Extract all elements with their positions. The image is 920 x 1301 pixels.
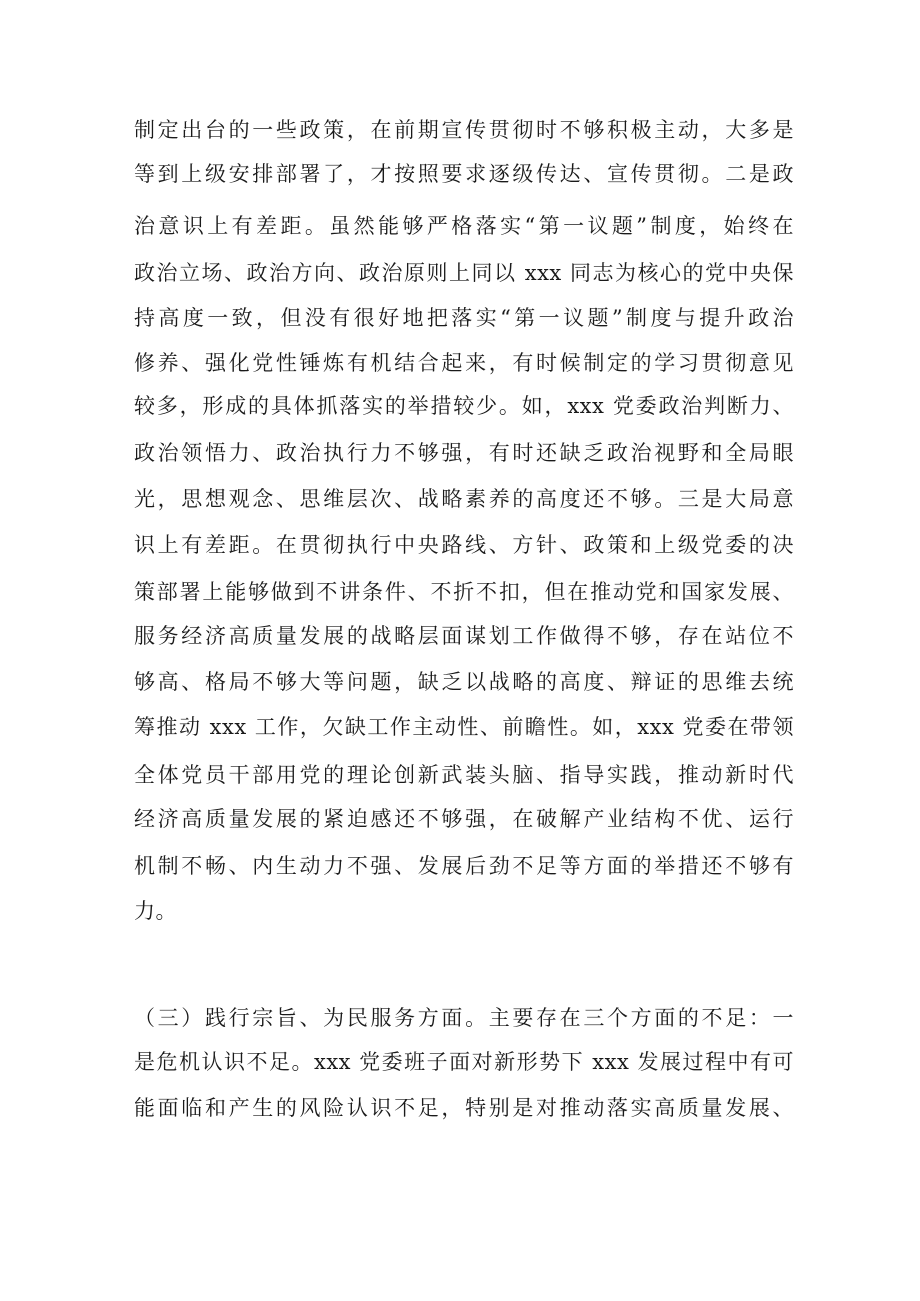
text-line: 较多，形成的具体抓落实的举措较少。如，xxx 党委政治判断力、 [134, 394, 794, 418]
text-line: 经济高质量发展的紧迫感还不够强，在破解产业结构不优、运行 [134, 807, 794, 831]
text-line: 全体党员干部用党的理论创新武装头脑、指导实践，推动新时代 [134, 763, 794, 787]
text-line: 政治立场、政治方向、政治原则上同以 xxx 同志为核心的党中央保 [134, 261, 794, 285]
text-line: 制定出台的一些政策，在前期宣传贯彻时不够积极主动，大多是 [134, 118, 794, 142]
text-line: 策部署上能够做到不讲条件、不折不扣，但在推动党和国家发展、 [134, 580, 794, 604]
text-line: 持高度一致，但没有很好地把落实“第一议题”制度与提升政治 [134, 306, 794, 330]
text-line: 筹推动 xxx 工作，欠缺工作主动性、前瞻性。如，xxx 党委在带领 [134, 715, 794, 739]
text-line: （三）践行宗旨、为民服务方面。主要存在三个方面的不足：一 [134, 1006, 794, 1030]
text-line: 修养、强化党性锤炼有机结合起来，有时候制定的学习贯彻意见 [134, 351, 794, 375]
text-line: 能面临和产生的风险认识不足，特别是对推动落实高质量发展、 [134, 1096, 794, 1120]
text-line: 治意识上有差距。虽然能够严格落实“第一议题”制度，始终在 [134, 214, 794, 238]
text-line: 政治领悟力、政治执行力不够强，有时还缺乏政治视野和全局眼 [134, 441, 794, 465]
text-line: 机制不畅、内生动力不强、发展后劲不足等方面的举措还不够有 [134, 854, 794, 878]
text-line: 识上有差距。在贯彻执行中央路线、方针、政策和上级党委的决 [134, 533, 794, 557]
text-line: 服务经济高质量发展的战略层面谋划工作做得不够，存在站位不 [134, 624, 794, 648]
text-line: 力。 [134, 899, 177, 923]
text-line: 是危机认识不足。xxx 党委班子面对新形势下 xxx 发展过程中有可 [134, 1050, 794, 1074]
text-line: 光，思想观念、思维层次、战略素养的高度还不够。三是大局意 [134, 487, 794, 511]
text-line: 等到上级安排部署了，才按照要求逐级传达、宣传贯彻。二是政 [134, 162, 794, 186]
text-line: 够高、格局不够大等问题，缺乏以战略的高度、辩证的思维去统 [134, 670, 794, 694]
